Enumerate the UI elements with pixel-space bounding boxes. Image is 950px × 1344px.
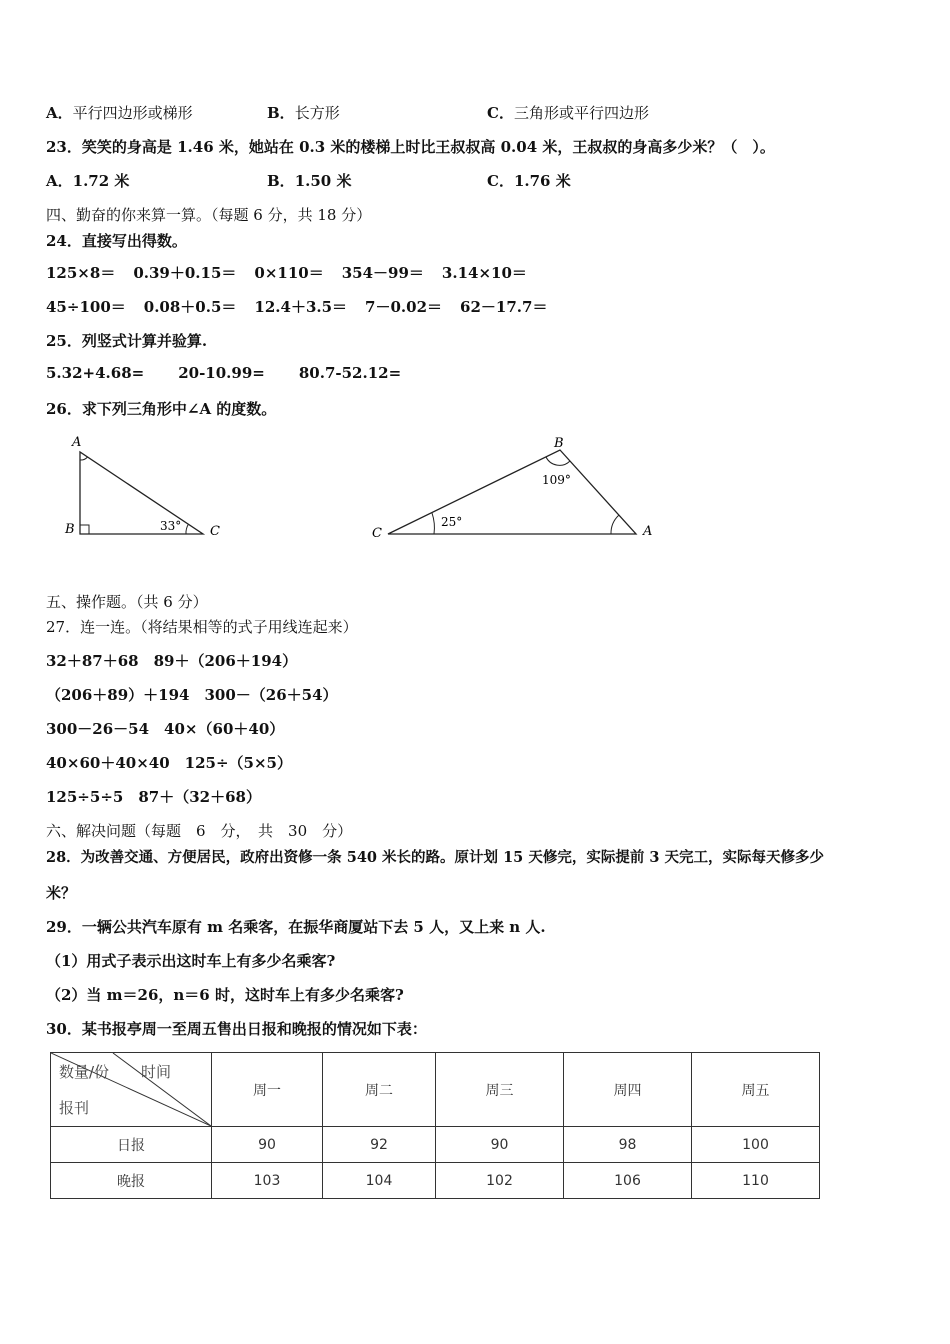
calc-item: 45÷100＝ — [46, 298, 126, 316]
table-row — [51, 1163, 820, 1199]
header-time-label: 时间 — [141, 1063, 172, 1081]
angle-label-25: 25° — [441, 515, 463, 529]
option-key: C． — [487, 104, 514, 122]
table-cell: 106 — [564, 1163, 692, 1199]
table-cell: 98 — [564, 1127, 692, 1163]
vertex-label-c: C — [210, 524, 220, 539]
calc-item: 62－17.7＝ — [460, 298, 548, 316]
q23-option-a — [46, 170, 129, 191]
angle-a-arc — [80, 457, 88, 460]
calc-item: 0×110＝ — [254, 264, 324, 282]
vertex-label-b: B — [554, 436, 564, 451]
q22-option-c — [487, 102, 649, 123]
q28-line-2: 米？ — [46, 884, 77, 902]
option-text: 1.76 米 — [513, 172, 571, 190]
right-angle-mark — [80, 525, 89, 534]
q27-row: 300－26－54 40×（60＋40） — [46, 720, 285, 738]
table-cell: 90 — [436, 1127, 564, 1163]
q29-sub-1: （1）用式子表示出这时车上有多少名乘客? — [46, 952, 336, 970]
q27-row: 125÷5÷5 87＋（32＋68） — [46, 788, 261, 806]
calc-item: 125×8＝ — [46, 264, 116, 282]
column-header: 周四 — [564, 1053, 692, 1127]
calc-item: 5.32+4.68= — [46, 364, 145, 382]
q23-question: 23．笑笑的身高是 1.46 米，她站在 0.3 米的楼梯上时比王叔叔高 0.04 米，王叔叔的身高多少米？（ ）。 — [46, 138, 775, 156]
q23-option-b — [267, 170, 351, 191]
angle-c-arc — [186, 524, 189, 534]
column-header: 周一 — [212, 1053, 323, 1127]
table-cell: 104 — [323, 1163, 436, 1199]
triangle-1-shape — [80, 452, 203, 534]
calc-item: 3.14×10＝ — [441, 264, 527, 282]
q22-option-b — [267, 102, 340, 123]
header-newspaper-label: 报刊 — [59, 1099, 90, 1117]
table-row — [51, 1127, 820, 1163]
q23-option-c — [487, 170, 571, 191]
triangle-1-figure — [40, 430, 240, 550]
table-cell: 110 — [692, 1163, 820, 1199]
table-cell: 100 — [692, 1127, 820, 1163]
option-text: 三角形或平行四边形 — [513, 104, 649, 122]
table-header-row — [51, 1053, 820, 1127]
angle-a-arc — [611, 515, 619, 534]
vertex-label-a: A — [72, 435, 82, 450]
calc-item: 354－99＝ — [341, 264, 424, 282]
q27-row: 40×60＋40×40 125÷（5×5） — [46, 754, 292, 772]
vertex-label-b: B — [65, 522, 75, 537]
column-header: 周三 — [436, 1053, 564, 1127]
calc-item: 7－0.02＝ — [365, 298, 443, 316]
q25-items — [46, 364, 401, 382]
q28-line-1: 28．为改善交通、方便居民，政府出资修一条 540 米长的路。原计划 15 天修完，实际提前 3 天完工，实际每天修多少 — [46, 849, 824, 866]
sales-table — [50, 1052, 820, 1199]
section-5-heading: 五、操作题。（共 6 分） — [46, 593, 208, 611]
q22-option-a — [46, 102, 193, 123]
table-cell: 90 — [212, 1127, 323, 1163]
row-label: 晚报 — [51, 1163, 212, 1199]
header-quantity-label: 数量/份 — [59, 1063, 110, 1081]
angle-label-33: 33° — [160, 519, 182, 533]
diagonal-header-cell — [51, 1053, 212, 1127]
calc-item: 80.7-52.12= — [298, 364, 402, 382]
option-key: A． — [46, 104, 73, 122]
section-4-heading: 四、勤奋的你来算一算。（每题 6 分，共 18 分） — [46, 206, 372, 224]
table-cell: 92 — [323, 1127, 436, 1163]
column-header: 周二 — [323, 1053, 436, 1127]
q30-title: 30．某书报亭周一至周五售出日报和晚报的情况如下表： — [46, 1020, 427, 1038]
table-cell: 103 — [212, 1163, 323, 1199]
calc-item: 20-10.99= — [178, 364, 265, 382]
option-text: 1.50 米 — [294, 172, 352, 190]
row-label: 日报 — [51, 1127, 212, 1163]
calc-item: 0.39＋0.15＝ — [133, 264, 237, 282]
q29-sub-2: （2）当 m＝26，n＝6 时，这时车上有多少名乘客? — [46, 986, 404, 1004]
table-cell: 102 — [436, 1163, 564, 1199]
angle-c-arc — [432, 513, 434, 534]
calc-item: 0.08＋0.5＝ — [143, 298, 237, 316]
option-key: C． — [487, 172, 514, 190]
angle-label-109: 109° — [542, 473, 571, 487]
triangle-2-shape — [388, 450, 636, 534]
q27-row: 32＋87＋68 89＋（206＋194） — [46, 652, 298, 670]
q27-row: （206＋89）＋194 300－（26＋54） — [46, 686, 338, 704]
q24-row-1 — [46, 262, 527, 283]
q24-row-2 — [46, 296, 547, 317]
q27-title: 27．连一连。（将结果相等的式子用线连起来） — [46, 618, 358, 636]
q25-title: 25．列竖式计算并验算. — [46, 332, 208, 350]
section-6-heading: 六、解决问题（每题 6 分， 共 30 分） — [46, 822, 353, 840]
vertex-label-a: A — [643, 524, 653, 539]
calc-item: 12.4＋3.5＝ — [254, 298, 348, 316]
option-key: B． — [267, 104, 295, 122]
option-text: 1.72 米 — [72, 172, 130, 190]
triangle-2-figure — [360, 428, 670, 548]
angle-b-arc — [546, 457, 570, 465]
option-text: 平行四边形或梯形 — [72, 104, 193, 122]
option-key: A． — [46, 172, 73, 190]
q29-title: 29．一辆公共汽车原有 m 名乘客，在振华商厦站下去 5 人，又上来 n 人. — [46, 918, 546, 936]
q24-title: 24．直接写出得数。 — [46, 232, 187, 250]
option-text: 长方形 — [294, 104, 340, 122]
column-header: 周五 — [692, 1053, 820, 1127]
vertex-label-c: C — [372, 526, 382, 541]
q26-title: 26．求下列三角形中∠A 的度数。 — [46, 400, 277, 418]
option-key: B． — [267, 172, 295, 190]
